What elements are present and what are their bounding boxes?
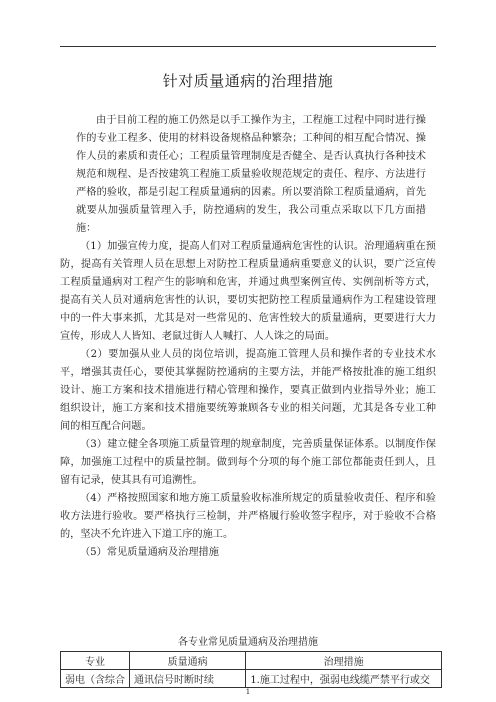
paragraph-3: （3）建立健全各项施工质量管理的规章制度，完善质量保证体系。以制度作保障，加强施工过程中的质量控制。做到每个分项的每个施工部位都能责任到人，且留有记录，使其具有可追溯性。 [60,439,436,486]
document-body [60,238,436,562]
paragraph-2: （2）要加强从业人员的岗位培训，提高施工管理人员和操作者的专业技术水平，增强其责任心，要使其掌握防控通病的主要方法，并能严格按批准的施工组织设计、施工方案和技术措施进行精心管理和操作，要真正做到内业指导外业；施工组织设计，施工方案和技术措施要统筹兼顾各专业的相关问题，尤其是各专业工种间的相互配合问题。 [60,349,436,432]
cell-measure: 1.施工过程中，强弱电线缆严禁平行或交 [246,670,442,688]
defects-table [60,651,442,688]
paragraph-4: （4）严格按照国家和地方施工质量验收标准所规定的质量验收责任、程序和验收方法进行验收。要严格执行三检制，并严格履行验收签字程序，对于验收不合格的，坚决不允许进入下道工序的施工。 [60,493,436,540]
intro-paragraph: 由于目前工程的施工仍然是以手工操作为主，工程施工过程中同时进行操作的专业工程多、使用的材料设备规格品种繁杂；工种间的相互配合情况、操作人员的素质和责任心；工程质量管理制度是否健全、是否认真执行各种技术规范和规程、是否按建筑工程施工质量验收规范规定的责任、程序、方法进行严格的验收，都是引起工程质量通病的因素。所以要消除工程质量通病，首先就要从加强质量管理入手，防控通病的发生，我公司重点采取以下几方面措施： [76,115,426,234]
cell-defect: 通讯信号时断时续 [130,670,246,688]
document-title: 针对质量通病的治理措施 [162,72,334,90]
header-measures: 治理措施 [246,652,442,670]
page-number: 1 [245,688,251,696]
paragraph-1: （1）加强宣传力度，提高人们对工程质量通病危害性的认识。治理通病重在预防，提高有关管理人员在思想上对防控工程质量通病重要意义的认识，要广泛宣传工程质量通病对工程产生的影响和危害，并通过典型案例宣传、实例剖析等方式，提高有关人员对通病危害性的认识，要切实把防控工程质量通病作为工程建设管理中的一件大事来抓，尤其是对一些常见的、危害性较大的质量通病，更要进行大力宣传，形成人人皆知、老鼠过街人人喊打、人人诛之的局面。 [60,241,436,342]
table-row [61,670,442,688]
header-specialty: 专业 [61,652,130,670]
table-header-row [61,652,442,670]
header-rule [60,46,436,47]
table-caption: 各专业常见质量通病及治理措施 [178,637,318,648]
paragraph-5: （5）常见质量通病及治理措施 [80,547,219,558]
header-defect: 质量通病 [130,652,246,670]
cell-specialty: 弱电（含综合 [61,670,130,688]
